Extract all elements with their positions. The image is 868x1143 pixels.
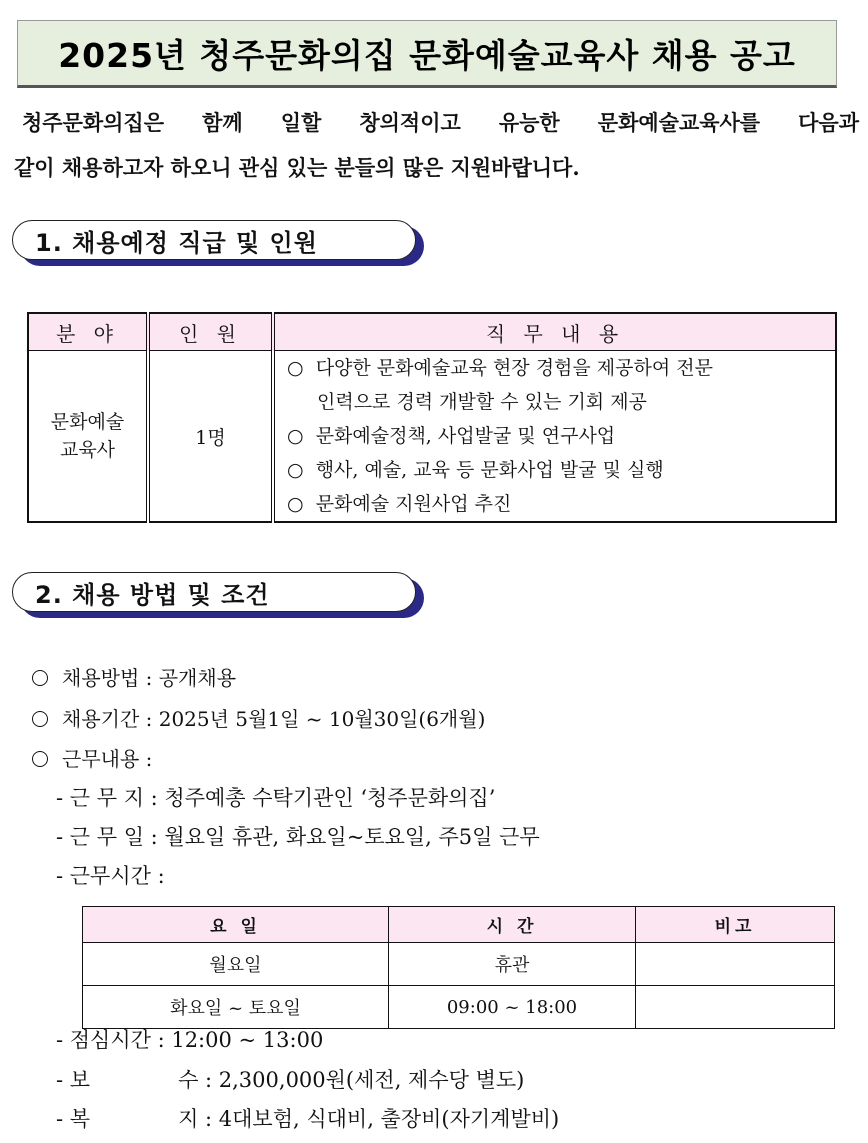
field-line-1: 문화예술 (50, 411, 125, 433)
lunch-time: - 점심시간 : 12:00 ~ 13:00 (56, 1028, 324, 1052)
work-content: 근무내용 : (32, 743, 152, 772)
page-title-box (17, 20, 837, 88)
section1-heading (12, 220, 424, 264)
pay-value: 수 : 2,300,000원(세전, 제수당 별도) (178, 1068, 525, 1092)
welfare-value: 지 : 4대보험, 식대비, 출장비(자기계발비) (178, 1107, 560, 1131)
section1-heading-pill (12, 220, 416, 260)
duties-cell (273, 351, 836, 523)
duty-item: ○ 문화예술 지원사업 추진 (287, 493, 512, 515)
duty-item: ○ 행사, 예술, 교육 등 문화사업 발굴 및 실행 (287, 459, 664, 481)
schedule-day: 월요일 (83, 943, 389, 986)
intro-line-1: 청주문화의집은 함께 일할 창의적이고 유능한 문화예술교육사를 다음과 (22, 110, 859, 135)
work-place: - 근 무 지 : 청주예총 수탁기관인 ‘청주문화의집’ (56, 786, 496, 810)
schedule-table (82, 906, 835, 1029)
pay-label: - 보 (56, 1068, 91, 1092)
section2-heading-text: 2. 채용 방법 및 조건 (35, 580, 270, 609)
duty-item: ○ 다양한 문화예술교육 현장 경험을 제공하여 전문 (287, 357, 713, 379)
intro-line-2: 같이 채용하고자 하오니 관심 있는 분들의 많은 지원바랍니다. (14, 155, 580, 180)
recruit-period: 채용기간 : 2025년 5월1일 ~ 10월30일(6개월) (32, 703, 485, 732)
schedule-note (636, 986, 835, 1029)
circle-bullet-icon (32, 751, 48, 767)
schedule-header-day: 요 일 (83, 907, 389, 943)
duty-item-continued: 인력으로 경력 개발할 수 있는 기회 제공 (317, 391, 647, 413)
intro-paragraph (14, 100, 859, 190)
schedule-time: 휴관 (389, 943, 636, 986)
field-cell (28, 351, 148, 523)
circle-bullet-icon (32, 711, 48, 727)
circle-bullet-icon (32, 670, 48, 686)
section2-heading (12, 572, 424, 616)
header-count: 인 원 (148, 313, 273, 351)
pay-row (56, 1064, 524, 1094)
schedule-header-note: 비고 (636, 907, 835, 943)
section2-heading-pill (12, 572, 416, 612)
positions-table (27, 312, 837, 523)
schedule-row (83, 986, 835, 1029)
duty-item: ○ 문화예술정책, 사업발굴 및 연구사업 (287, 425, 616, 447)
schedule-header (83, 907, 835, 943)
header-field: 분 야 (28, 313, 148, 351)
work-hours-label: - 근무시간 : (56, 864, 165, 888)
page-title: 2025년 청주문화의집 문화예술교육사 채용 공고 (58, 35, 796, 75)
positions-table-row (28, 351, 836, 523)
welfare-label: - 복 (56, 1107, 91, 1131)
schedule-row (83, 943, 835, 986)
schedule-note (636, 943, 835, 986)
work-days: - 근 무 일 : 월요일 휴관, 화요일~토요일, 주5일 근무 (56, 825, 540, 849)
schedule-day: 화요일 ~ 토요일 (83, 986, 389, 1029)
section1-heading-text: 1. 채용예정 직급 및 인원 (35, 228, 318, 257)
schedule-time: 09:00 ~ 18:00 (389, 986, 636, 1029)
schedule-header-time: 시 간 (389, 907, 636, 943)
recruit-method: 채용방법 : 공개채용 (32, 662, 236, 691)
field-line-2: 교육사 (59, 439, 116, 461)
welfare-row (56, 1103, 559, 1133)
header-duties: 직 무 내 용 (273, 313, 836, 351)
count-cell: 1명 (148, 351, 273, 523)
positions-table-header (28, 313, 836, 351)
